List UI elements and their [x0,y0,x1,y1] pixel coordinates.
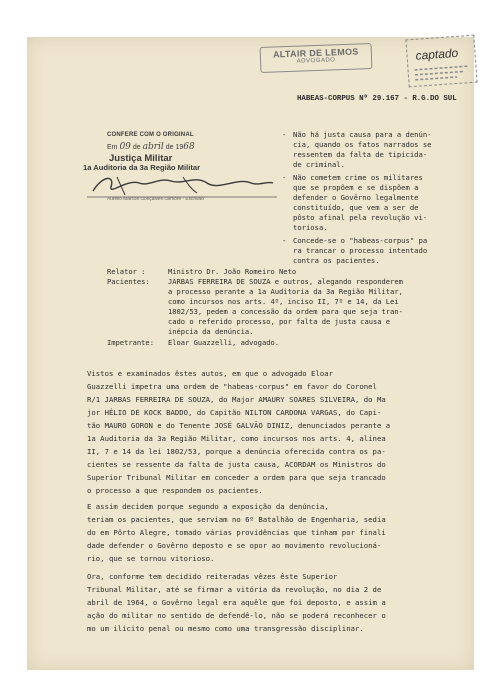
received-stamp [405,35,477,88]
pacientes-line: inépcia da denúncia. [168,327,254,336]
body-line: tão MAURO GORON e do Tenente JOSÉ GALVÃO DINIZ, denunciados perante a [87,421,391,430]
court-title: Justiça Militar [109,153,173,164]
summary-line: Concede-se o "habeas-corpus" pa [293,236,428,245]
relator-label: Relator : [107,267,146,276]
clerk-name: Aurélio Marcos Gonçalves Gilmore - Escrivão [107,197,204,202]
pacientes-line: como incursos nos arts. 4º, inciso II, 7º e 14, da Lei [168,297,399,306]
summary-line: Não cometem crime os militares [293,173,423,182]
body-line: E assim decidem porque segundo a exposição da denúncia, [87,502,329,511]
summary-line: pôsto afinal pela revolução vi- [293,213,428,222]
signature [87,171,277,199]
case-header: HABEAS-CORPUS Nº 29.167 - R.G.DO SUL [297,95,457,103]
stamp-role: ADVOGADO [296,57,336,65]
summary-line: Não há justa causa para a denún- [293,130,432,139]
pacientes-line: JARBAS FERREIRA DE SOUZA e outros, alegando responderem [168,277,403,286]
impetrante-label: Impetrante: [107,338,154,347]
body-line: jor HÉLIO DE KOCK BADDO, do Capitão NILTON CARDONA VARGAS, do Capi- [87,408,382,417]
body-line: ação do militar no sentido de defendê-lo, não se poderá reconhecer o [87,611,386,620]
pacientes-line: a processo perante a 1a Auditoria da 3a Região Militar, [168,287,403,296]
conference-stamp [83,132,277,212]
relator-name: Ministro Dr. João Romeiro Neto [168,267,297,276]
body-line: Vistos e examinados êstes autos, em que o advogado Eloar [87,369,334,378]
pacientes-line: cado o referido processo, por falta de justa causa e [168,317,391,326]
pacientes-line: 1802/53, pedem a concessão da ordem para que seja tran- [168,307,403,316]
court-auditoria: 1a Auditoria da 3a Região Militar [83,163,201,172]
stamp-illegible-text [412,62,473,82]
conference-date: Em 09 de abril de 1968 [107,142,195,152]
lawyer-stamp [260,43,373,73]
summary-line: ra trancar o processo intentado [293,246,428,255]
summary-line: contra os pacientes. [293,256,380,265]
summary-line: defender o Govêrno legalmente [293,193,419,202]
pacientes-label: Pacientes: [107,277,150,286]
body-line: II, 7 e 14 da lei 1802/53, porque a denúncia oferecida contra os pa- [87,447,386,456]
stamp-name: ALTAIR DE LEMOS [272,46,359,60]
body-line: rio, que se tornou vitorioso. [87,554,215,563]
summary-line: toriosa. [293,223,328,232]
body-line: mo um ilícito penal ou mesmo como uma transgressão disciplinar. [87,624,364,633]
body-line: abril de 1964, o Govêrno legal era aquêle que foi deposto, e assim a [87,598,386,607]
document-page: ALTAIR DE LEMOS ADVOGADO captado HABEAS-CORPUS Nº 29.167 - R.G.DO SUL CONFERE COM O ORIGINAL Em 09 de abril de 1968 Justiça Militar 1a Auditoria da 3a Região Militar Aurélio Marcos Gonçalves Gilmore - Escrivão - Não há justa causa para a denún- cia, quando os fatos narrados se ressentem da falta de tipicida- de criminal. - Não cometem crime os militares que se propõem e se dispõem a defender o Govêrno legalmente constituído, que vem a ser de pôsto afinal pela revolução vi- toriosa. - Concede-se o "habeas-corpus" pa ra trancar o processo intentado contra os pacientes. Relator : Ministro Dr. João Romeiro Neto Pacientes: JARBAS FERREIRA DE SOUZA e outros, alegando responderem a processo perante a 1a Auditoria da 3a Região Militar, como incursos nos arts. 4º, inciso II, 7º e 14, da Lei 1802/53, pedem a concessão da ordem para que seja tran- cado o referido processo, por falta de justa causa e inépcia da denúncia. Impetrante: Eloar Guazzelli, advogado. Vistos e examinados êstes autos, em que o advogado Eloar Guazzelli impetra uma ordem de "habeas-corpus" em favor do Coronel R/1 JARBAS FERREIRA DE SOUZA, do Major AMAURY SOARES SILVEIRA, do Ma jor HÉLIO DE KOCK BADDO, do Capitão NILTON CARDONA VARGAS, do Capi- tão MAURO GORON e do Tenente JOSÉ GALVÃO DINIZ, denunciados perante a 1a Auditoria da 3a Região Militar, como incursos nos arts. 4, alínea II, 7 e 14 da lei 1802/53, porque a denúncia oferecida contra os pa- cientes se ressente da falta de justa causa, ACORDAM os Ministros do Superior Tribunal Militar em conceder a ordem para que seja trancado o processo a que respondem os pacientes. E assim decidem porque segundo a exposição da denúncia, teriam os pacientes, que serviam no 6º Batalhão de Engenharia, sedia do em Pôrto Alegre, tomado várias providências que tinham por finali dade defender o Govêrno deposto e se opor ao movimento revolucioná- rio, que se tornou vitorioso. Ora, conforme tem decidido reiteradas vêzes êste Superior Tribunal Militar, até se firmar a vitória da revolução, no dia 2 de abril de 1964, o Govêrno legal era aquêle que foi deposto, e assim a ação do militar no sentido de defendê-lo, não se poderá reconhecer o mo um ilícito penal ou mesmo como uma transgressão disciplinar. [27,37,474,670]
body-line: 1a Auditoria da 3a Região Militar, como incursos nos arts. 4, alínea [87,434,386,443]
impetrante-name: Eloar Guazzelli, advogado. [168,338,280,347]
body-line: Superior Tribunal Militar em conceder a ordem para que seja trancado [87,473,386,482]
body-line: dade defender o Govêrno deposto e se opor ao movimento revolucioná- [87,541,382,550]
stamp-handwritten-word: captado [415,45,459,63]
body-line: do em Pôrto Alegre, tomado várias providências que tinham por finali [87,528,386,537]
body-line: Tribunal Militar, até se firmar a vitória da revolução, no dia 2 de [87,585,382,594]
body-line: teriam os pacientes, que serviam no 6º Batalhão de Engenharia, sedia [87,515,386,524]
summary-line: constituído, que vem a ser de [293,203,419,212]
conference-line: CONFERE COM O ORIGINAL [107,132,194,138]
summary-line: que se propõem e se dispõem a [293,183,419,192]
summary-line: de criminal. [293,160,345,169]
body-line: Ora, conforme tem decidido reiteradas vêzes êste Superior [87,572,338,581]
body-line: R/1 JARBAS FERREIRA DE SOUZA, do Major AMAURY SOARES SILVEIRA, do Ma [87,395,386,404]
summary-line: ressentem da falta de tipicida- [293,150,428,159]
summary-line: cia, quando os fatos narrados se [293,140,432,149]
body-line: o processo a que respondem os pacientes. [87,486,263,495]
body-line: cientes se ressente da falta de justa causa, ACORDAM os Ministros do [87,460,386,469]
body-line: Guazzelli impetra uma ordem de "habeas-corpus" em favor do Coronel [87,382,377,391]
